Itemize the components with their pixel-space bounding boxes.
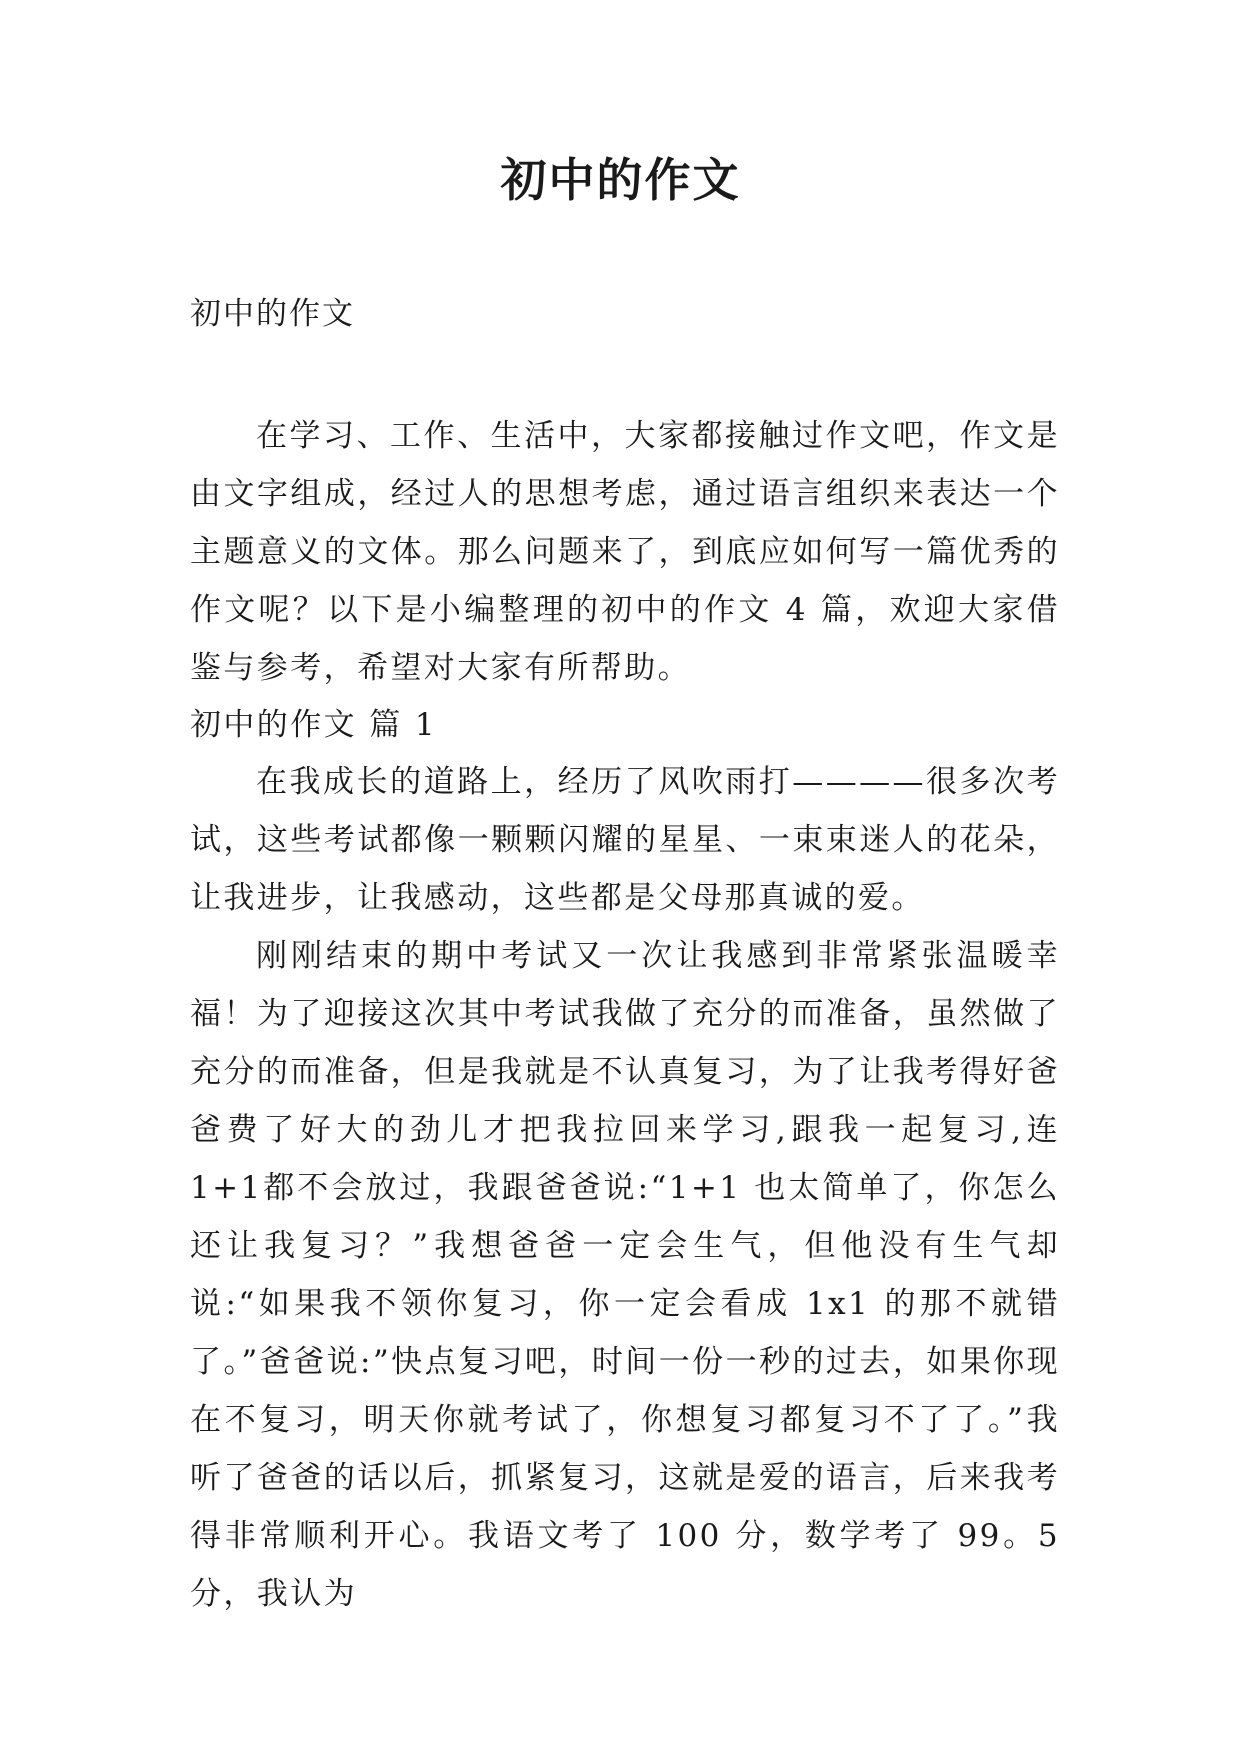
intro-paragraph: 在学习、工作、生活中，大家都接触过作文吧，作文是由文字组成，经过人的思想考虑，通过语言组织来表达一个主题意义的文体。那么问题来了，到底应如何写一篇优秀的作文呢？以下是小编整理的初中的作文 4 篇，欢迎大家借鉴与参考，希望对大家有所帮助。	[190, 418, 1060, 686]
document-body	[190, 407, 1060, 1623]
document-title: 初中的作文	[500, 153, 741, 207]
body-paragraph: 在我成长的道路上，经历了风吹雨打————很多次考试，这些考试都像一颗颗闪耀的星星、一束束迷人的花朵，让我进步，让我感动，这些都是父母那真诚的爱。	[190, 764, 1060, 916]
section-heading: 初中的作文 篇 1	[190, 707, 438, 743]
document-subtitle: 初中的作文	[190, 296, 355, 332]
body-paragraph: 刚刚结束的期中考试又一次让我感到非常紧张温暖幸福！为了迎接这次其中考试我做了充分的而准备，虽然做了充分的而准备，但是我就是不认真复习，为了让我考得好爸爸费了好大的劲儿才把我拉回来学习,跟我一起复习,连 1+1都不会放过，我跟爸爸说:“1+1 也太简单了，你怎么还让我复习？”我想爸爸一定会生气，但他没有生气却说:“如果我不领你复习，你一定会看成 1x1 的那不就错了。”爸爸说:”快点复习吧，时间一份一秒的过去，如果你现在不复习，明天你就考试了，你想复习都复习不了了。”我听了爸爸的话以后，抓紧复习，这就是爱的语言，后来我考得非常顺利开心。我语文考了 100 分，数学考了 99。5 分，我认为	[190, 938, 1060, 1612]
